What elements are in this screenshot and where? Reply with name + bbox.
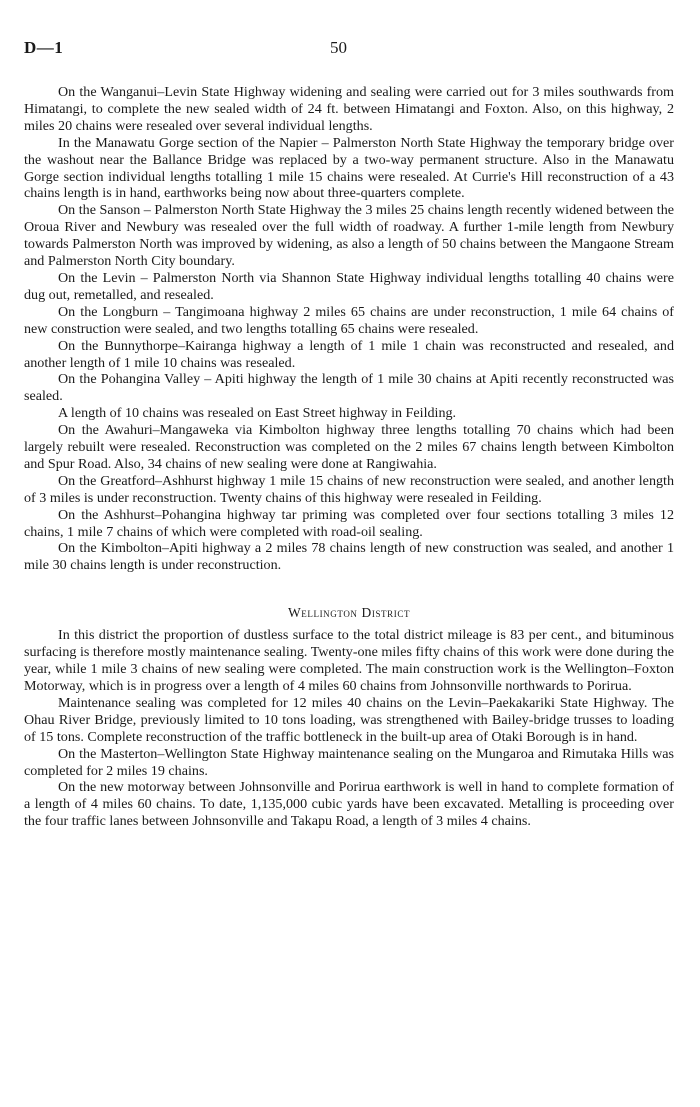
paragraph-wellington-overview: In this district the proportion of dustless surface to the total district mileage is 83 per cent., and bituminous surfacing is therefore mostly maintenance sealing. Twenty-one miles fifty chains of this work were done during the year, while 1 mile 3 chains of new sealing were completed. The main construction work is the Wellington–Foxton Motorway, which is in progress over a length of 4 miles 60 chains from Johnsonville northwards to Porirua. [24, 627, 674, 694]
paragraph-longburn-tangimoana: On the Longburn – Tangimoana highway 2 miles 65 chains are under reconstruction, 1 mile 64 chains of new construction were sealed, and two lengths totalling 65 chains were resealed. [24, 303, 674, 337]
paragraph-masterton-wellington: On the Masterton–Wellington State Highway maintenance sealing on the Mungaroa and Rimutaka Hills was completed for 2 miles 19 chains. [24, 745, 674, 779]
section-heading-wellington-district: Wellington District [287, 605, 411, 621]
paragraph-pohangina-apiti: On the Pohangina Valley – Apiti highway the length of 1 mile 30 chains at Apiti recently reconstructed was sealed. [24, 371, 674, 405]
paragraph-bunnythorpe-kairanga: On the Bunnythorpe–Kairanga highway a length of 1 mile 1 chain was reconstructed and resealed, and another length of 1 mile 10 chains was resealed. [24, 337, 674, 371]
paragraph-sanson-palmerston: On the Sanson – Palmerston North State Highway the 3 miles 25 chains length recently widened between the Oroua River and Newbury was resealed over the full width of roadway. A further 1-mile length from Newbury towards Palmerston North was improved by widening, as also a length of 50 chains between the Mangaone Stream and Palmerston North City boundary. [24, 202, 674, 270]
paragraph-ashhurst-pohangina: On the Ashhurst–Pohangina highway tar priming was completed over four sections totalling 3 miles 12 chains, 1 mile 7 chains of which were completed with road-oil sealing. [24, 506, 674, 540]
paragraph-wanganui-levin: On the Wanganui–Levin State Highway widening and sealing were carried out for 3 miles southwards from Himatangi, to complete the new sealed width of 24 ft. between Himatangi and Foxton. Also, on this highway, 2 miles 20 chains were resealed over several individual lengths. [24, 84, 674, 134]
paragraph-levin-shannon: On the Levin – Palmerston North via Shannon State Highway individual lengths totalling 40 chains were dug out, remetalled, and resealed. [24, 269, 674, 303]
paragraph-greatford-ashhurst: On the Greatford–Ashhurst highway 1 mile 15 chains of new reconstruction were sealed, and another length of 3 miles is under reconstruction. Twenty chains of this highway were resealed in Feilding. [24, 472, 674, 506]
paragraph-manawatu-gorge: In the Manawatu Gorge section of the Napier – Palmerston North State Highway the temporary bridge over the washout near the Ballance Bridge was replaced by a two-way permanent structure. Also in the Manawatu Gorge section individual lengths totalling 1 mile 15 chains were resealed. At Currie's Hill reconstruction of a 43 chains length is in hand, earthworks being now about three-quarters complete. [24, 134, 674, 202]
paragraph-east-street: A length of 10 chains was resealed on East Street highway in Feilding. [58, 405, 457, 422]
page-number: 50 [330, 38, 347, 57]
paragraph-kimbolton-apiti: On the Kimbolton–Apiti highway a 2 miles 78 chains length of new construction was sealed, and another 1 mile 30 chains length is under reconstruction. [24, 540, 674, 574]
body-text [24, 84, 674, 830]
paragraph-johnsonville-porirua: On the new motorway between Johnsonville and Porirua earthwork is well in hand to complete formation of a length of 4 miles 60 chains. To date, 1,135,000 cubic yards have been excavated. Metalling is proceeding over the four traffic lanes between Johnsonville and Takapu Road, a length of 3 miles 4 chains. [24, 779, 674, 830]
paragraph-awahuri-mangaweka: On the Awahuri–Mangaweka via Kimbolton highway three lengths totalling 70 chains which had been largely rebuilt were resealed. Reconstruction was completed on the 2 miles 67 chains length between Kimbolton and Spur Road. Also, 34 chains of new sealing were done at Rangiwahia. [24, 422, 674, 472]
paragraph-levin-paekakariki: Maintenance sealing was completed for 12 miles 40 chains on the Levin–Paekakariki State Highway. The Ohau River Bridge, previously limited to 10 tons loading, was strengthened with Bailey-bridge trusses to loading of 15 tons. Complete reconstruction of the traffic bottleneck in the built-up area of Otaki Borough is in hand. [24, 694, 674, 745]
page-reference: D—1 [24, 38, 64, 57]
